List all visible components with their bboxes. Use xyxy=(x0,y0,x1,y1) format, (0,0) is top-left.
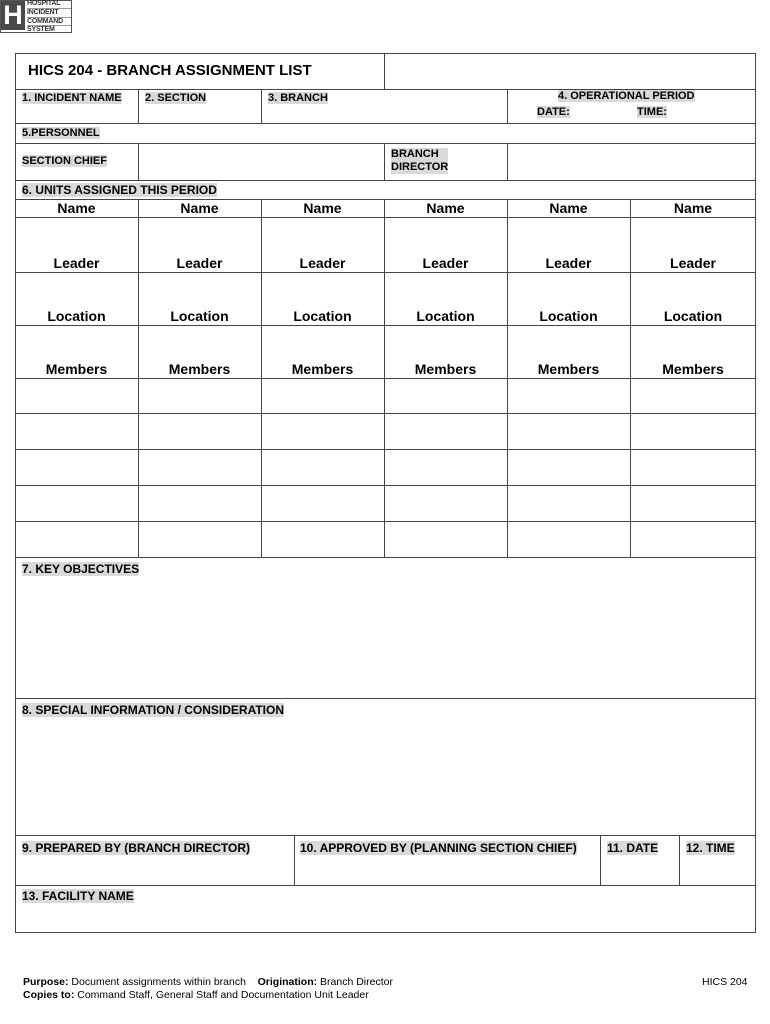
section-chief-field[interactable] xyxy=(139,144,384,179)
unit-members-cell[interactable] xyxy=(16,522,138,557)
section-field[interactable] xyxy=(139,106,261,122)
unit-members-cell[interactable] xyxy=(508,379,630,413)
logo-line-1: HOSPITAL xyxy=(27,0,71,9)
unit-members-header: Members xyxy=(537,361,600,377)
time-label: TIME: xyxy=(637,106,667,118)
unit-members-cell[interactable] xyxy=(385,486,507,521)
logo-line-4: SYSTEM xyxy=(27,26,55,34)
branch-director-field[interactable] xyxy=(508,144,755,179)
date-field[interactable] xyxy=(575,104,635,120)
units-assigned-label: 6. UNITS ASSIGNED THIS PERIOD xyxy=(22,183,217,197)
unit-name-cell[interactable] xyxy=(139,218,261,254)
unit-members-cell[interactable] xyxy=(262,414,384,449)
special-info-field[interactable] xyxy=(16,720,755,834)
unit-members-header: Members xyxy=(45,361,108,377)
unit-members-cell[interactable] xyxy=(139,486,261,521)
branch-label: 3. BRANCH xyxy=(268,92,328,104)
unit-name-cell[interactable] xyxy=(631,218,756,254)
unit-members-cell[interactable] xyxy=(385,522,507,557)
key-objectives-field[interactable] xyxy=(16,578,755,697)
unit-members-cell[interactable] xyxy=(16,414,138,449)
unit-members-cell[interactable] xyxy=(385,450,507,485)
unit-leader-cell[interactable] xyxy=(262,273,384,307)
unit-leader-header: Leader xyxy=(53,255,100,271)
unit-name-cell[interactable] xyxy=(508,218,630,254)
unit-members-header: Members xyxy=(168,361,231,377)
divider xyxy=(15,835,756,836)
copies-text: Command Staff, General Staff and Documentation Unit Leader xyxy=(74,989,369,1001)
unit-leader-header: Leader xyxy=(545,255,592,271)
facility-name-label: 13. FACILITY NAME xyxy=(22,889,134,903)
unit-location-header: Location xyxy=(47,308,106,324)
prepared-by-label: 9. PREPARED BY (BRANCH DIRECTOR) xyxy=(22,841,251,855)
origination-label: Origination: xyxy=(257,976,318,988)
unit-name-header: Name xyxy=(673,200,713,216)
time-field[interactable] xyxy=(672,104,752,120)
form-id: HICS 204 xyxy=(702,976,748,988)
unit-location-header: Location xyxy=(663,308,723,324)
unit-location-cell[interactable] xyxy=(139,326,261,360)
row-divider xyxy=(15,557,756,558)
date-11-label: 11. DATE xyxy=(607,841,659,855)
unit-leader-header: Leader xyxy=(176,255,223,271)
approved-by-field[interactable] xyxy=(295,858,600,884)
branch-director-line-2: DIRECTOR xyxy=(391,161,449,173)
unit-members-cell[interactable] xyxy=(16,450,138,485)
unit-leader-cell[interactable] xyxy=(139,273,261,307)
personnel-label: 5.PERSONNEL xyxy=(22,127,100,139)
unit-location-header: Location xyxy=(539,308,598,324)
logo-letter: H xyxy=(1,1,25,30)
unit-members-cell[interactable] xyxy=(631,414,756,449)
unit-location-cell[interactable] xyxy=(385,326,507,360)
footer-line-1 xyxy=(23,976,393,989)
unit-members-cell[interactable] xyxy=(508,486,630,521)
purpose-text: Document assignments within branch xyxy=(68,976,246,988)
unit-location-header: Location xyxy=(293,308,352,324)
incident-name-label: 1. INCIDENT NAME xyxy=(22,92,122,104)
unit-members-cell[interactable] xyxy=(16,379,138,413)
divider xyxy=(15,180,756,181)
copies-label: Copies to: xyxy=(23,989,75,1001)
unit-members-cell[interactable] xyxy=(385,414,507,449)
divider xyxy=(15,123,756,124)
section-chief-label: SECTION CHIEF xyxy=(22,155,107,167)
date-11-field[interactable] xyxy=(601,858,679,884)
unit-leader-cell[interactable] xyxy=(631,273,756,307)
logo-line-3: COMMAND xyxy=(27,18,71,27)
divider xyxy=(384,53,385,90)
unit-members-cell[interactable] xyxy=(262,379,384,413)
unit-members-cell[interactable] xyxy=(385,379,507,413)
form-title: HICS 204 - BRANCH ASSIGNMENT LIST xyxy=(28,62,312,79)
unit-leader-cell[interactable] xyxy=(16,273,138,307)
prepared-by-field[interactable] xyxy=(16,858,293,884)
unit-members-header: Members xyxy=(291,361,354,377)
unit-name-header: Name xyxy=(180,200,219,216)
footer-line-2 xyxy=(23,989,393,1002)
hics-logo xyxy=(0,0,72,33)
unit-location-header: Location xyxy=(416,308,475,324)
time-12-field[interactable] xyxy=(680,858,755,884)
form-footer xyxy=(23,976,393,1002)
unit-members-cell[interactable] xyxy=(262,522,384,557)
unit-location-cell[interactable] xyxy=(508,326,630,360)
unit-members-cell[interactable] xyxy=(262,450,384,485)
divider xyxy=(384,143,385,180)
approved-by-label: 10. APPROVED BY (PLANNING SECTION CHIEF) xyxy=(300,841,577,855)
operational-period-label: 4. OPERATIONAL PERIOD xyxy=(558,90,695,102)
unit-name-header: Name xyxy=(57,200,96,216)
unit-members-header: Members xyxy=(662,361,724,377)
unit-members-cell[interactable] xyxy=(262,486,384,521)
section-label: 2. SECTION xyxy=(145,92,207,104)
unit-location-cell[interactable] xyxy=(262,326,384,360)
branch-field[interactable] xyxy=(262,106,507,122)
unit-members-cell[interactable] xyxy=(508,414,630,449)
unit-leader-header: Leader xyxy=(670,255,716,271)
special-info-label: 8. SPECIAL INFORMATION / CONSIDERATION xyxy=(22,703,285,717)
unit-members-cell[interactable] xyxy=(139,379,261,413)
unit-leader-cell[interactable] xyxy=(508,273,630,307)
unit-members-cell[interactable] xyxy=(139,414,261,449)
unit-location-header: Location xyxy=(170,308,229,324)
divider xyxy=(15,885,756,886)
branch-director-label xyxy=(391,148,448,174)
unit-leader-header: Leader xyxy=(299,255,346,271)
unit-name-cell[interactable] xyxy=(385,218,507,254)
time-12-label: 12. TIME xyxy=(686,841,735,855)
unit-members-cell[interactable] xyxy=(631,486,756,521)
incident-name-field[interactable] xyxy=(16,106,138,122)
unit-members-cell[interactable] xyxy=(16,486,138,521)
unit-name-header: Name xyxy=(426,200,465,216)
unit-members-cell[interactable] xyxy=(631,522,756,557)
unit-members-header: Members xyxy=(414,361,477,377)
key-objectives-label: 7. KEY OBJECTIVES xyxy=(22,562,140,576)
date-label: DATE: xyxy=(537,106,570,118)
unit-members-cell[interactable] xyxy=(508,450,630,485)
unit-members-cell[interactable] xyxy=(139,522,261,557)
unit-leader-cell[interactable] xyxy=(385,273,507,307)
facility-name-field[interactable] xyxy=(16,906,755,932)
logo-line-2: INCIDENT xyxy=(27,9,71,18)
unit-members-cell[interactable] xyxy=(631,450,756,485)
unit-members-cell[interactable] xyxy=(139,450,261,485)
unit-location-cell[interactable] xyxy=(631,326,756,360)
unit-members-cell[interactable] xyxy=(508,522,630,557)
unit-members-cell[interactable] xyxy=(631,379,756,413)
unit-name-cell[interactable] xyxy=(262,218,384,254)
unit-name-header: Name xyxy=(549,200,588,216)
purpose-label: Purpose: xyxy=(23,976,69,988)
divider xyxy=(15,698,756,699)
unit-name-header: Name xyxy=(303,200,342,216)
logo-text xyxy=(27,0,71,34)
unit-location-cell[interactable] xyxy=(16,326,138,360)
unit-leader-header: Leader xyxy=(422,255,469,271)
unit-name-cell[interactable] xyxy=(16,218,138,254)
branch-director-line-1: BRANCH xyxy=(391,148,439,160)
origination-text: Branch Director xyxy=(317,976,393,988)
divider xyxy=(507,89,508,123)
